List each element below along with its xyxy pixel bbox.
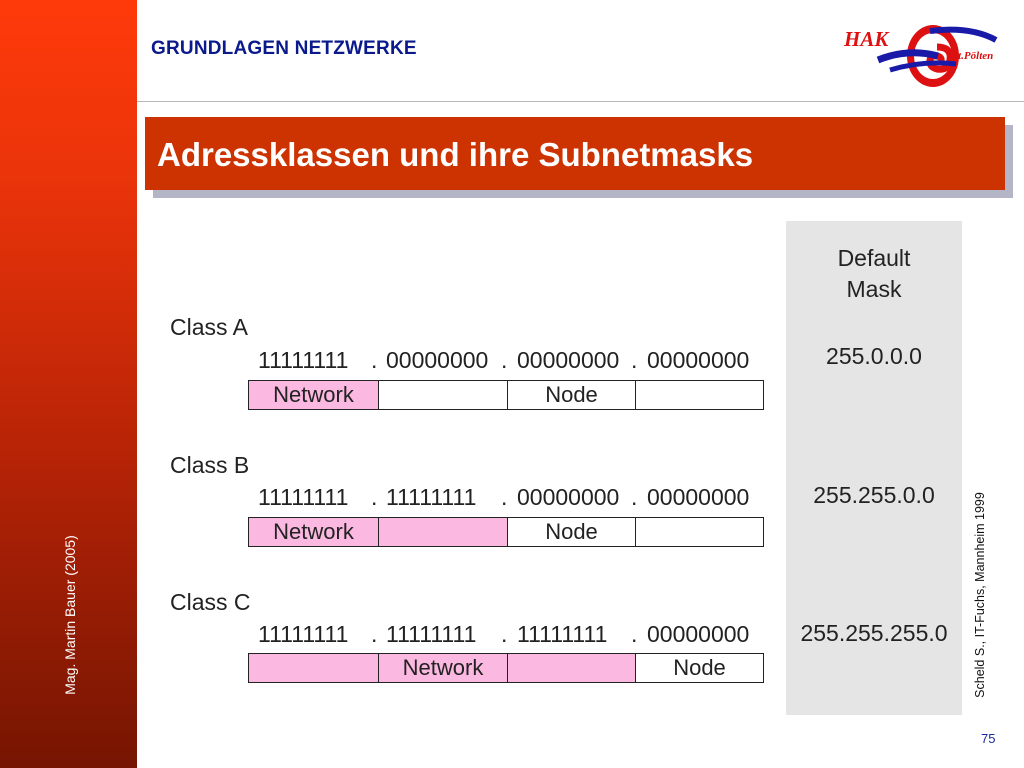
class-a-label: Class A bbox=[170, 314, 248, 340]
class-b-address-row bbox=[248, 517, 764, 547]
header-title: GRUNDLAGEN NETZWERKE bbox=[151, 38, 417, 59]
class-b-network-cell-2 bbox=[379, 518, 508, 546]
class-b-cell-4 bbox=[636, 518, 763, 546]
class-a-cell-2 bbox=[379, 381, 508, 409]
hak-logo bbox=[838, 16, 1008, 96]
class-b-octet-1: 11111111 bbox=[258, 484, 349, 510]
header-divider bbox=[137, 101, 1024, 102]
class-c-address-row bbox=[248, 653, 764, 683]
class-c-octet-3: 11111111 bbox=[517, 621, 608, 647]
slide-title: Adressklassen und ihre Subnetmasks bbox=[157, 136, 754, 173]
class-b-octet-3: 00000000 bbox=[517, 484, 620, 510]
class-c-cell-1 bbox=[249, 654, 379, 682]
page-number: 75 bbox=[981, 731, 996, 746]
class-b-octet-2: 11111111 bbox=[386, 484, 477, 510]
source-citation: Scheld S., IT-Fuchs, Mannheim 1999 bbox=[973, 492, 987, 698]
class-a-separator-3: . bbox=[631, 347, 638, 373]
class-c-separator-2: . bbox=[501, 621, 508, 647]
class-c-separator-3: . bbox=[631, 621, 638, 647]
class-b-label: Class B bbox=[170, 452, 250, 478]
class-a-separator-2: . bbox=[501, 347, 508, 373]
class-a-address-row bbox=[248, 380, 764, 410]
mask-column-header bbox=[786, 243, 962, 305]
mask-value-class-a: 255.0.0.0 bbox=[826, 343, 922, 369]
class-c-octet-1: 11111111 bbox=[258, 621, 349, 647]
class-a-cell-4 bbox=[636, 381, 763, 409]
class-c-octet-4: 00000000 bbox=[647, 621, 750, 647]
class-c-node-cell: Node bbox=[673, 655, 726, 680]
class-c-separator-1: . bbox=[371, 621, 378, 647]
class-a-separator-1: . bbox=[371, 347, 378, 373]
logo-text-right: St.Pölten bbox=[952, 50, 994, 62]
class-c-cell-3 bbox=[508, 654, 636, 682]
mask-header-line2: Mask bbox=[846, 276, 902, 302]
class-b-node-cell: Node bbox=[508, 518, 636, 546]
class-b-separator-2: . bbox=[501, 484, 508, 510]
class-a-octet-1: 11111111 bbox=[258, 347, 349, 373]
class-a-network-cell: Network bbox=[249, 381, 379, 409]
mask-value-class-c: 255.255.255.0 bbox=[800, 620, 948, 646]
class-a-octet-2: 00000000 bbox=[386, 347, 489, 373]
class-a-octet-4: 00000000 bbox=[647, 347, 750, 373]
class-a-octet-3: 00000000 bbox=[517, 347, 620, 373]
mask-value-class-b: 255.255.0.0 bbox=[813, 482, 935, 508]
class-b-network-cell: Network bbox=[249, 518, 379, 546]
class-a-node-cell: Node bbox=[508, 381, 636, 409]
logo-text-left: HAK bbox=[844, 27, 889, 51]
mask-header-line1: Default bbox=[837, 245, 911, 271]
class-c-network-cell: Network bbox=[379, 654, 508, 682]
default-mask-panel bbox=[786, 221, 962, 715]
class-b-octet-4: 00000000 bbox=[647, 484, 750, 510]
author-credit: Mag. Martin Bauer (2005) bbox=[62, 535, 78, 695]
class-c-label: Class C bbox=[170, 589, 251, 615]
class-c-octet-2: 11111111 bbox=[386, 621, 477, 647]
class-b-separator-1: . bbox=[371, 484, 378, 510]
sidebar bbox=[0, 0, 137, 768]
slide-title-box bbox=[145, 117, 1005, 190]
class-b-separator-3: . bbox=[631, 484, 638, 510]
